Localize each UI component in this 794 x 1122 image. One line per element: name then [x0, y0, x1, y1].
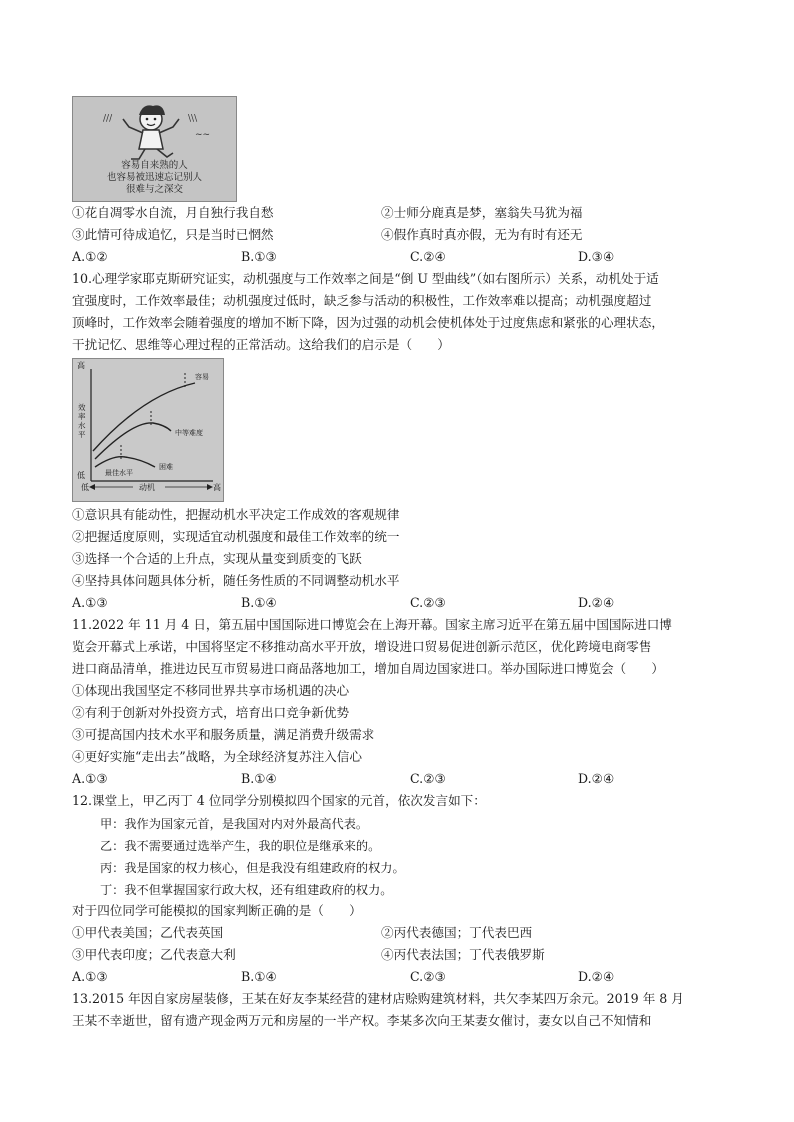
q12-stem: 12.课堂上，甲乙丙丁 4 位同学分别模拟四个国家的元首，依次发言如下： [72, 793, 486, 808]
chart-label-best: 最佳水平 [105, 469, 133, 477]
q12-option-1: ①甲代表美国；乙代表英国 [72, 925, 224, 940]
chart-y-label: 效率水平 [78, 403, 86, 439]
q11-stem-1: 11.2022 年 11 月 4 日，第五届中国国际进口博览会在上海开幕。国家主席习近平在第五届中国国际进口博 [72, 617, 672, 632]
q12-answer-c: C.②③ [410, 969, 446, 984]
chart-label-easy: 容易 [195, 373, 209, 381]
q12-option-2: ②丙代表德国；丁代表巴西 [381, 925, 533, 940]
q12-speech-yi: 乙：我不需要通过选举产生，我的职位是继承来的。 [100, 839, 381, 853]
q12-answer-a: A.①③ [72, 969, 108, 984]
q13-stem-2: 王某不幸逝世，留有遗产现金两万元和房屋的一半产权。李某多次向王某妻女催讨，妻女以自己不知情和 [72, 1013, 652, 1028]
q12-answer-b: B.①④ [241, 969, 277, 984]
q10-stem-1: 10.心理学家耶克斯研究证实，动机强度与工作效率之间是“倒 U 型曲线”（如右图所示）关系，动机处于适 [72, 271, 659, 286]
q10-option-4: ④坚持具体问题具体分析，随任务性质的不同调整动机水平 [72, 573, 400, 588]
cartoon-caption-2: 也容易被迅速忘记别人 [106, 172, 202, 183]
q10-answer-c: C.②③ [410, 595, 446, 610]
q12-speech-bing: 丙：我是国家的权力核心，但是我没有组建政府的权力。 [100, 861, 405, 875]
q11-answer-c: C.②③ [410, 771, 446, 786]
q11-option-4: ④更好实施“走出去”战略，为全球经济复苏注入信心 [72, 749, 362, 764]
q11-option-3: ③可提高国内技术水平和服务质量，满足消费升级需求 [72, 727, 375, 742]
q9-option-1: ①花自凋零水自流，月自独行我自愁 [72, 205, 274, 220]
q11-option-1: ①体现出我国坚定不移同世界共享市场机遇的决心 [72, 683, 350, 698]
motivation-efficiency-chart [72, 358, 224, 502]
svg-text:\\\: \\\ [188, 114, 198, 124]
q10-answer-b: B.①④ [241, 595, 277, 610]
q9-option-3: ③此情可待成追忆，只是当时已惘然 [72, 227, 274, 242]
q10-option-2: ②把握适度原则，实现适宜动机强度和最佳工作效率的统一 [72, 529, 400, 544]
q10-stem-4: 干扰记忆、思维等心理过程的正常活动。这给我们的启示是（ ） [72, 337, 450, 352]
q12-answer-d: D.②④ [578, 969, 615, 984]
q9-answer-c: C.②④ [410, 249, 446, 264]
q12-speech-jia: 甲：我作为国家元首，是我国对内对外最高代表。 [100, 817, 369, 831]
q13-stem-1: 13.2015 年因自家房屋装修，王某在好友李某经营的建材店赊购建筑材料，共欠李某四万余元。2019 年 8 月 [72, 991, 684, 1006]
q9-answer-d: D.③④ [578, 249, 615, 264]
q9-option-4: ④假作真时真亦假，无为有时有还无 [381, 227, 583, 242]
q10-stem-2: 宜强度时，工作效率最佳；动机强度过低时，缺乏参与活动的积极性，工作效率难以提高；动机强度超过 [72, 293, 652, 308]
q12-option-3: ③甲代表印度；乙代表意大利 [72, 947, 236, 962]
q9-answer-a: A.①② [72, 249, 108, 264]
cartoon-caption-1: 容易自来熟的人 [121, 160, 188, 171]
svg-text:~~: ~~ [195, 130, 211, 140]
q10-answer-a: A.①③ [72, 595, 108, 610]
q11-stem-2: 览会开幕式上承诺，中国将坚定不移推动高水平开放，增设进口贸易促进创新示范区，优化跨境电商零售 [72, 639, 652, 654]
chart-x-right: 高 [213, 483, 221, 492]
chart-label-medium: 中等难度 [175, 429, 203, 437]
cartoon-image [72, 96, 237, 202]
chart-label-hard: 困难 [159, 463, 173, 471]
q10-option-1: ①意识具有能动性，把握动机水平决定工作成效的客观规律 [72, 507, 400, 522]
chart-y-bottom: 低 [77, 471, 85, 480]
q11-stem-3: 进口商品清单，推进边民互市贸易进口商品落地加工，增加自周边国家进口。举办国际进口博览会（ ） [72, 661, 664, 676]
q11-answer-d: D.②④ [578, 771, 615, 786]
q11-answer-a: A.①③ [72, 771, 108, 786]
q9-answer-b: B.①③ [241, 249, 277, 264]
cartoon-caption-3: 很难与之深交 [125, 184, 183, 195]
q10-stem-3: 顶峰时，工作效率会随着强度的增加不断下降，因为过强的动机会使机体处于过度焦虑和紧张的心理状态， [72, 315, 664, 330]
chart-y-top: 高 [77, 361, 85, 370]
q12-speech-ding: 丁：我不但掌握国家行政大权，还有组建政府的权力。 [100, 883, 393, 897]
q10-option-3: ③选择一个合适的上升点，实现从量变到质变的飞跃 [72, 551, 362, 566]
chart-x-label: 动机 [139, 483, 155, 492]
svg-text:///: /// [103, 114, 113, 124]
q10-answer-d: D.②④ [578, 595, 615, 610]
q12-option-4: ④丙代表法国；丁代表俄罗斯 [381, 947, 545, 962]
q11-answer-b: B.①④ [241, 771, 277, 786]
q12-question: 对于四位同学可能模拟的国家判断正确的是（ ） [72, 903, 362, 918]
q11-option-2: ②有利于创新对外投资方式，培育出口竞争新优势 [72, 705, 350, 720]
chart-x-left: 低 [81, 483, 89, 492]
q9-option-2: ②士师分鹿真是梦，塞翁失马犹为福 [381, 205, 583, 220]
